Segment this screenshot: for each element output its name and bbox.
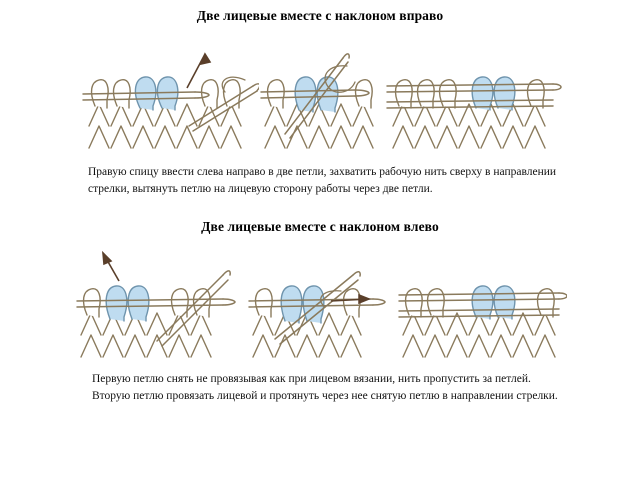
section-left-slant (0, 197, 640, 404)
knitting-diagram-right-1 (77, 30, 259, 152)
caption-left-slant: Первую петлю снять не провязывая как при лицевом вязании, нить пропустить за петлей. Вторую петлю провязать лицевой и протянуть через нее снятую петлю в направлении стрелки. (92, 373, 558, 403)
knitting-diagram-left-1 (73, 241, 245, 361)
knitting-diagram-right-3 (381, 30, 563, 152)
illustration-row-left-slant (0, 235, 640, 361)
section-title-left-slant: Две лицевые вместе с наклоном влево (201, 219, 439, 235)
illustration-row-right-slant (0, 24, 640, 152)
knitting-diagram-right-2 (259, 30, 381, 152)
section-title-right-slant: Две лицевые вместе с наклоном вправо (196, 8, 444, 23)
caption-right-slant: Правую спицу ввести слева направо в две петли, захватить рабочую нить сверху в направлении стрелки, вытянуть петлю на лицевую сторону работы через две петли. (88, 166, 557, 195)
knitting-diagram-left-3 (395, 241, 567, 361)
section-right-slant (0, 0, 640, 197)
knitting-diagram-left-2 (245, 241, 395, 361)
